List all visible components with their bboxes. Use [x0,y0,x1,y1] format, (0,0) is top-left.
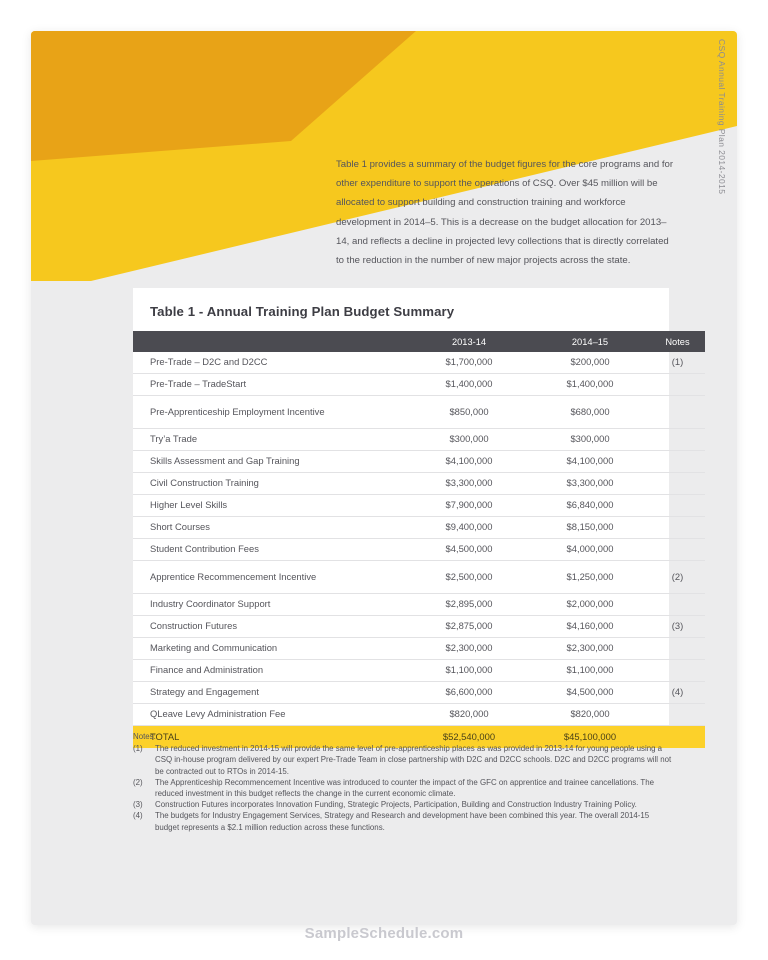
column-header-year-2014-15: 2014–15 [571,336,609,347]
document-page [31,31,737,925]
cell-year-2013-14: $3,300,000 [445,477,493,489]
column-header-notes: Notes [665,336,690,347]
cell-year-2013-14: $2,500,000 [445,570,493,582]
note-text: The Apprenticeship Recommencement Incentive was introduced to counter the impact of the GFC on apprentice and trainee cancellations. The reduced investment in this budget reflects the change in the current economic climate. [155,777,654,799]
cell-year-2014-15: $3,300,000 [566,477,614,489]
cell-item: Pre-Trade – D2C and D2CC [150,356,268,368]
note-text: The budgets for Industry Engagement Services, Strategy and Research and development have been combined this year. The overall 2014-15 budget represents a $2.1 million reduction across these functions. [155,811,650,832]
table-row [133,594,705,616]
cell-item: Higher Level Skills [150,499,228,511]
cell-item: Short Courses [150,521,210,533]
table-row [133,704,705,726]
cell-note: (4) [671,686,684,698]
cell-year-2014-15: $2,300,000 [566,642,614,654]
table-row [133,352,705,374]
cell-note [650,473,705,495]
cell-year-2014-15: $4,160,000 [566,620,614,632]
cell-year-2013-14: $4,500,000 [445,543,493,555]
table-title: Table 1 - Annual Training Plan Budget Summary [150,304,455,319]
cell-note [650,638,705,660]
vertical-running-title-text: CSQ Annual Training Plan 2014-2015 [717,39,727,195]
note-number: (3) [133,800,143,810]
cell-year-2014-15: $8,150,000 [566,521,614,533]
vertical-running-title [713,39,731,269]
cell-year-2013-14: $820,000 [449,708,489,720]
note-item [133,777,673,799]
cell-note: (2) [671,570,684,582]
cell-note [650,660,705,682]
cell-year-2013-14: $300,000 [449,433,489,445]
budget-table [133,331,705,748]
table-row [133,517,705,539]
cell-item: QLeave Levy Administration Fee [150,708,286,720]
cell-year-2014-15: $4,100,000 [566,455,614,467]
cell-year-2014-15: $820,000 [570,708,610,720]
cell-note [650,495,705,517]
column-header-year-2013-14: 2013-14 [451,336,487,347]
note-text: The reduced investment in 2014-15 will provide the same level of pre-apprenticeship places as was provided in 2013-14 for young people using a CSQ in-house program delivered by our expert Pre-Trade Team in close partnership with D2C and D2CC schools. D2C and D2CC programs will not be contracted out to RTOs in 2014-15. [155,744,672,776]
notes-heading: Notes: [133,732,156,741]
note-number: (1) [133,744,143,754]
cell-year-2013-14: $1,100,000 [445,664,493,676]
footer-watermark: SampleSchedule.com [304,925,464,942]
cell-year-2014-15: $4,500,000 [566,686,614,698]
notes-list [133,743,673,833]
cell-note [650,396,705,429]
cell-note: (1) [671,356,684,368]
cell-item: TOTAL [150,730,180,742]
table-header-row [133,331,705,352]
cell-note [650,451,705,473]
budget-table-body [133,352,705,748]
table-row [133,539,705,561]
cell-year-2014-15: $1,400,000 [566,378,614,390]
intro-paragraph: Table 1 provides a summary of the budget figures for the core programs and for other expenditure to support the operations of CSQ. Over $45 million will be allocated to support building and construction training and workforce development in 2014–5. This is a decrease on the budget allocation for 2013–14, and reflects a decline in projected levy collections that is directly correlated to the reduction in the number of new major projects across the state. [336,159,674,267]
notes-block [133,731,673,833]
cell-item: Industry Coordinator Support [150,598,271,610]
table-row [133,451,705,473]
table-row [133,374,705,396]
cell-year-2013-14: $2,875,000 [445,620,493,632]
cell-year-2014-15: $200,000 [570,356,610,368]
budget-table-head [133,331,705,352]
note-number: (2) [133,777,143,787]
cell-year-2014-15: $680,000 [570,405,610,417]
cell-year-2013-14: $9,400,000 [445,521,493,533]
cell-note [650,429,705,451]
cell-note [650,539,705,561]
cell-year-2014-15: $6,840,000 [566,499,614,511]
cell-note: (3) [671,620,684,632]
table-row [133,616,705,638]
cell-year-2014-15: $1,250,000 [566,570,614,582]
note-item [133,810,673,832]
column-header-item [133,331,408,352]
cell-year-2013-14: $1,400,000 [445,378,493,390]
cell-item: Marketing and Communication [150,642,278,654]
cell-year-2013-14: $1,700,000 [445,356,493,368]
table-row [133,396,705,429]
table-row [133,561,705,594]
table-row [133,638,705,660]
table-row [133,682,705,704]
budget-table-card [133,288,690,748]
cell-note [650,517,705,539]
note-item [133,799,673,810]
cell-year-2013-14: $2,895,000 [445,598,493,610]
note-item [133,743,673,777]
table-row [133,495,705,517]
table-row [133,473,705,495]
note-text: Construction Futures incorporates Innovation Funding, Strategic Projects, Participation, Building and Construction Industry Training Policy. [155,800,637,810]
cell-note [650,594,705,616]
cell-item: Skills Assessment and Gap Training [150,455,300,467]
cell-year-2013-14: $6,600,000 [445,686,493,698]
cell-item: Strategy and Engagement [150,686,259,698]
cell-item: Construction Futures [150,620,238,632]
cell-item: Pre-Trade – TradeStart [150,378,247,390]
cell-item: Civil Construction Training [150,477,259,489]
cell-item: Student Contribution Fees [150,543,259,555]
cell-year-2014-15: $1,100,000 [566,664,614,676]
note-number: (4) [133,811,143,821]
cell-year-2013-14: $850,000 [449,405,489,417]
cell-year-2014-15: $300,000 [570,433,610,445]
cell-year-2013-14: $52,540,000 [442,730,496,742]
cell-item: Try’a Trade [150,433,198,445]
cell-year-2013-14: $4,100,000 [445,455,493,467]
cell-year-2014-15: $4,000,000 [566,543,614,555]
cell-note [650,704,705,726]
cell-item: Apprentice Recommencement Incentive [150,570,317,582]
cell-item: Finance and Administration [150,664,264,676]
cell-year-2014-15: $2,000,000 [566,598,614,610]
cell-year-2014-15: $45,100,000 [563,730,617,742]
cell-item: Pre-Apprenticeship Employment Incentive [150,405,325,417]
cell-note [650,374,705,396]
table-row [133,429,705,451]
cell-year-2013-14: $2,300,000 [445,642,493,654]
table-row [133,660,705,682]
cell-year-2013-14: $7,900,000 [445,499,493,511]
